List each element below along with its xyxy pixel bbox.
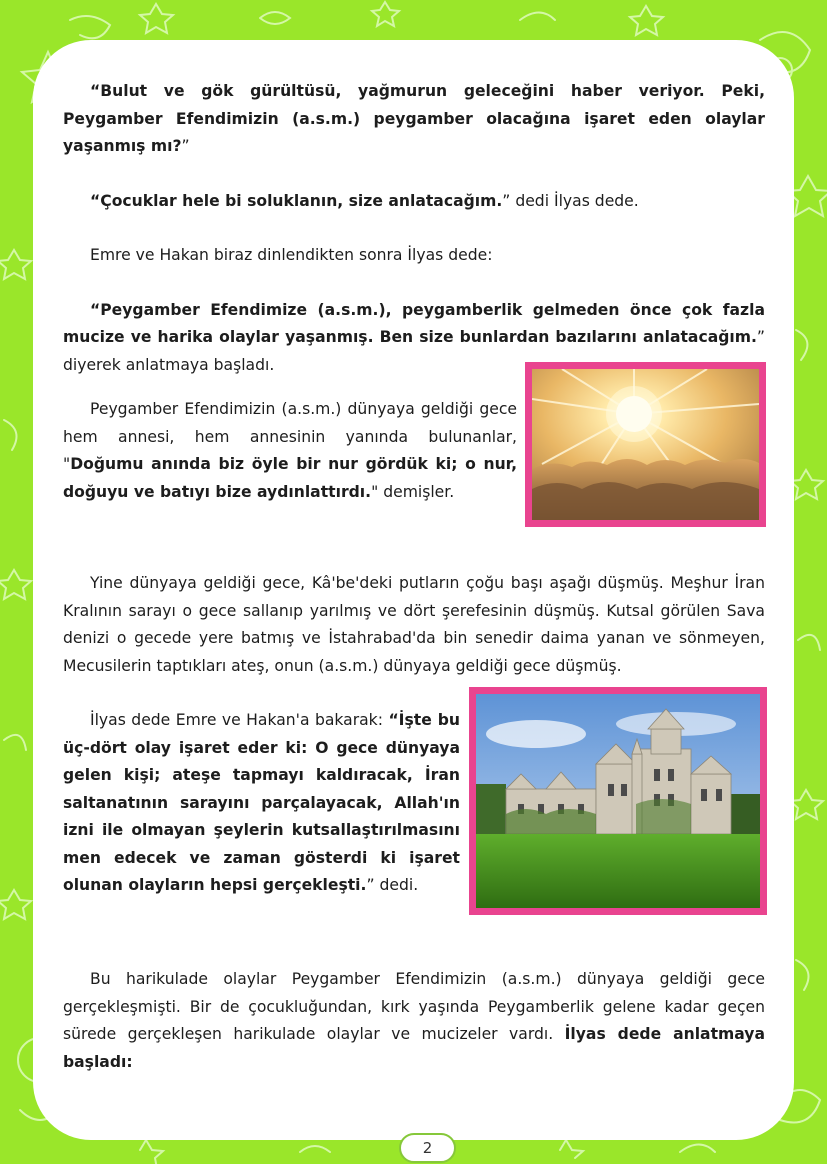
- paragraph-2: “Çocuklar hele bi soluklanın, size anlatacağım.” dedi İlyas dede.: [90, 191, 639, 210]
- sun-photo-spacer: [517, 379, 765, 543]
- page-number: 2: [399, 1133, 456, 1163]
- paragraph-3: Emre ve Hakan biraz dinlendikten sonra İlyas dede:: [90, 246, 493, 264]
- paragraph-5: Peygamber Efendimizin (a.s.m.) dünyaya geldiği gece hem annesi, hem annesinin yanında bulunanlar, "Doğumu anında biz öyle bir nur gördük ki; o nur, doğuyu ve batıyı bize aydınlattırdı." demişler.: [63, 400, 517, 501]
- paragraph-1: “Bulut ve gök gürültüsü, yağmurun geleceğini haber veriyor. Peki, Peygamber Efendimizin (a.s.m.) peygamber olacağına işaret eden olaylar yaşanmış mı?”: [63, 82, 765, 155]
- paragraph-6: Yine dünyaya geldiği gece, Kâ'be'deki putların çoğu başı aşağı düşmüş. Meşhur İran Kralının sarayı o gece sallanıp yarılmış ve dört şerefesinin düşmüş. Kutsal görülen Sava denizi o gecede yere batmış ve İstahrabad'da bin senedir daima yanan ve sönmeyen, Mecusilerin taptıkları ateş, onun (a.s.m.) dünyaya geldiği gece düşmüş.: [63, 574, 765, 675]
- story-text: [63, 78, 765, 1076]
- paragraph-7: İlyas dede Emre ve Hakan'a bakarak: “İşte bu üç-dört olay işaret eder ki: O gece dünyaya gelen kişi; ateşe tapmayı kaldıracak, İran saltanatının sarayını parçalayacak, Allah'ın izni ile olmayan şeylerin kutsallaştırılmasını men edecek ve zaman gösterdi ki işaret olunan olayların hepsi gerçekleşti.” dedi.: [63, 711, 460, 894]
- paragraph-8: Bu harikulade olaylar Peygamber Efendimizin (a.s.m.) dünyaya geldiği gece gerçekleşmişti. Bir de çocukluğundan, kırk yaşında Peygamberlik gelene kadar geçen sürede gerçekleşen harikulade olaylar ve mucizeler vardı. İlyas dede anlatmaya başladı:: [63, 970, 765, 1071]
- castle-photo-spacer: [460, 707, 765, 939]
- paragraph-4: “Peygamber Efendimize (a.s.m.), peygamberlik gelmeden önce çok fazla mucize ve harika olaylar yaşanmış. Ben size bunlardan bazılarını anlatacağım.” diyerek anlatmaya başladı.: [63, 300, 765, 374]
